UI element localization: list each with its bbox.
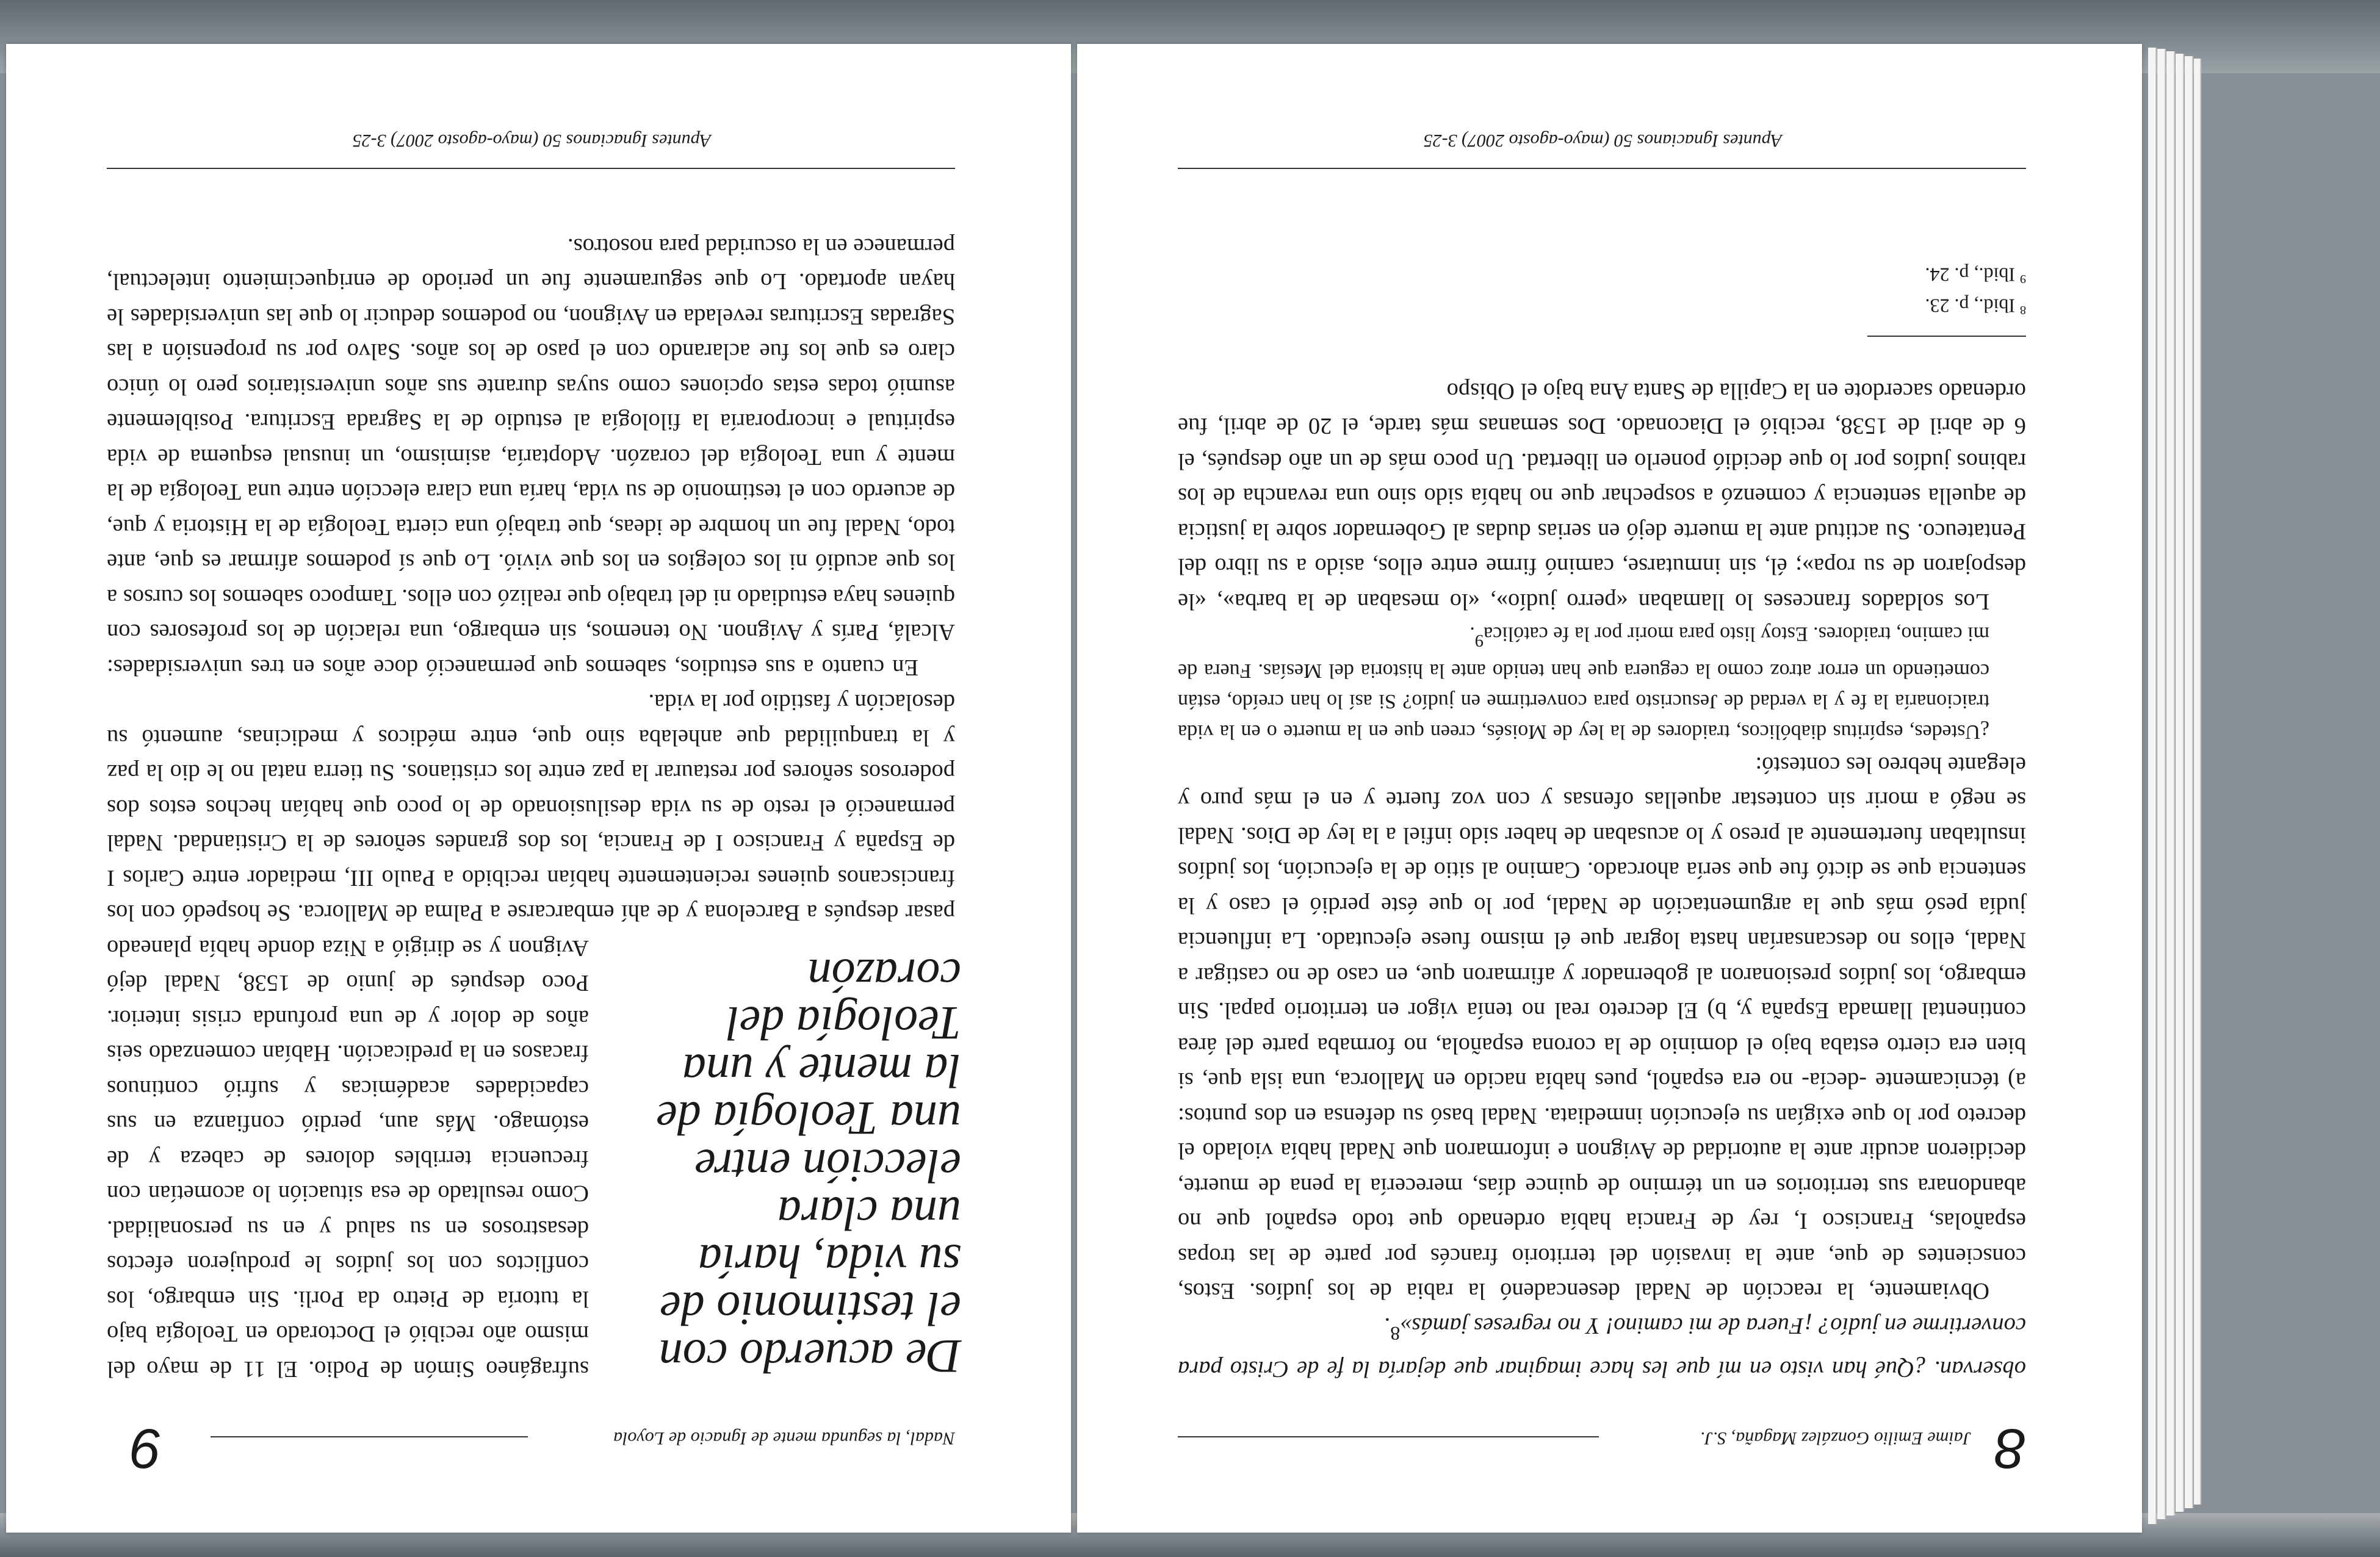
footer-rule <box>107 168 955 169</box>
left-page <box>6 44 1071 1533</box>
running-head-text: Jaime Emilio González Magaña, S.J. <box>1700 1428 1971 1448</box>
page-edge <box>2166 51 2175 1516</box>
paragraph: Obviamente, la reacción de Nadal desencadenó la rabia de los judíos. Estos, conscientes de que, ante la invasión del territorio francés por parte de las tropas españolas, Francisco I, rey de Francia había ordenado que todo español que no abandonara sus territorios en un término de quince días, merecería la pena de muerte, decidieron acudir ante la autoridad de Avignon e informaron que Nadal había violado el decreto por lo que exigían su ejecución inmediata. Nadal basó su defensa en dos puntos: a) técnicamente -decía- no era español, pues había nacido en Mallorca, una isla que, si bien era cierto estaba bajo el dominio de la corona española, no formaba parte del área continental llamada España y, b) El decreto real no tenía vigor en territorio papal. Sin embargo, los judíos presionaron al gobernador y afirmaron que, en caso de no castigar a Nadal, ellos no descansarían hasta lograr que él mismo fuese ejecutado. La influencia judía pesó más que la argumentación de Nadal, por lo que éste perdió el caso y la sentencia que se dictó fue que sería ahorcado. Camino al sitio de la ejecución, los judíos insultaban fuertemente al preso y lo acusaban de haber sido infiel a la ley de Dios. Nadal se negó a morir sin contestar aquellas ofensas y con voz fuerte y en el más puro y elegante hebreo les contestó: <box>1178 752 2026 1304</box>
page-number: 9 <box>130 1417 162 1480</box>
running-head-text: Nadal, la segunda mente de Ignacio de Loyola <box>613 1428 955 1448</box>
body-text <box>107 229 961 1387</box>
footnote: $^9$ Ibid., p. 24. <box>1925 264 2026 286</box>
opening-quote: observan. ¿Qué han visto en mí que les hace imaginar que dejaría la fe de Cristo para convertirme en judío? ¡Fuera de mi camino! Y no regreses jamás»$^8$. <box>1178 1313 2026 1382</box>
header-rule <box>1178 1436 1599 1437</box>
paragraph: En cuanto a sus estudios, sabemos que permaneció doce años en tres universidades: Alcalá, París y Avignon. No tenemos, sin embargo, una relación de los profesores con quienes haya estudiado ni del trabajo que realizó con ellos. Tampoco sabemos los cursos a los que acudió ni los colegios en los que vivió. Lo que sí podemos afirmar es que, ante todo, Nadal fue un hombre de ideas, que trabajó una cierta Teología de la Historia y que, de acuerdo con el testimonio de su vida, haría una clara elección entre una Teología de la mente y una Teología del corazón. Adoptaría, asimismo, un inusual esquema de vida espiritual e incorporaría la filología al estudio de la Sagrada Escritura. Posiblemente asumió todas estas opciones como suyas durante sus años universitarios pero lo único claro es que los fue aclarando con el paso de los años. Salvo por su propensión a las Sagradas Escrituras revelada en Avignon, no podemos deducir lo que las universidades le hayan aportado. Lo que seguramente fue un periodo de enriquecimiento intelectual, permanece en la oscuridad para nosotros. <box>107 234 955 680</box>
paragraph: sufragáneo Simón de Podio. El 11 de mayo del mismo año recibió el Doctorado en Teología bajo la tutoría de Pietro da Porli. Sin embargo, los conflictos con los judíos le produjeron efectos desastrosos en su salud y en su personalidad. Como resultado de esa situación lo acometían con frecuencia terribles dolores de cabeza y de estómago. Más aun, perdió confianza en sus capacidades académicas y sufrió continuos fracasos en la predicación. Habían comenzado seis años de dolor y de una profunda crisis interior. Poco después de junio de 1538, Nadal dejó Avignon y se dirigió a Niza donde había planeado pasar después a Barcelona y de ahí embarcarse a Palma de Mallorca. Se hospedó con los franciscanos quienes recientemente habían recibido a Paulo III, mediador entre Carlos I de España y Francisco I de Francia, los dos grandes señores de la Cristiandad. Nadal permaneció el resto de su vida desilusionado de lo poco que habían hechos estos dos poderosos señores por restaurar la paz entre los cristianos. Su tierra natal no le dio la paz y la tranquilidad que anhelaba sino que, entre médicos y medicinas, aumentó su desolación y fastidio por la vida. <box>107 689 955 1382</box>
page-number: 8 <box>1994 1417 2026 1480</box>
body-text <box>1178 373 2026 1386</box>
pull-quote: De acuerdo con el testimonio de su vida, haría una clara elección entre una Teología de la mente y una Teología del corazón <box>656 949 961 1383</box>
footer-text: Apuntes Ignacianos 50 (mayo-agosto 2007) 3-25 <box>352 131 711 151</box>
footnote: $^8$ Ibid., p. 23. <box>1925 295 2026 317</box>
paragraph: Los soldados franceses lo llamaban «perro judío», «lo mesaban de la barba», «le despojaron de su ropa»; él, sin inmutarse, caminó firme entre ellos, asido a su libro del Pentateuco. Su actitud ante la muerte dejó en serias dudas al Gobernador sobre la justicia de aquella sentencia y comenzó a sospechar que no había sido sino una revancha de los rabinos judíos por lo que decidió ponerlo en libertad. Un poco más de un año después, el 6 de abril de 1538, recibió el Diaconado. Dos semanas más tarde, el 20 de abril, fue ordenado sacerdote en la Capilla de Santa Ana bajo el Obispo <box>1178 378 2026 614</box>
footnote-rule <box>1867 336 2026 337</box>
page-edge <box>2157 49 2166 1519</box>
page-edge <box>2148 48 2157 1524</box>
page-edge <box>2194 59 2201 1505</box>
footnotes <box>1178 262 2026 337</box>
page-edge <box>2176 54 2184 1512</box>
block-quote: ¿Ustedes, espíritus diabólicos, traidores de la ley de Moisés, creen que en la muerte o en la vida traicionaría la fe y la verdad de Jesucristo para convertirme en judío? Si así lo han creído, están cometiendo un error atroz como la ceguera que han tenido ante la historia del Mesías. Fuera de mi camino, traidores. Estoy listo para morir por la fe católica$^9$. <box>1178 622 1989 744</box>
header-rule <box>211 1436 528 1437</box>
footer-rule <box>1178 168 2026 169</box>
right-page <box>1077 44 2142 1533</box>
page-edge <box>2185 56 2193 1508</box>
footer-text: Apuntes Ignacianos 50 (mayo-agosto 2007) 3-25 <box>1423 131 1782 151</box>
